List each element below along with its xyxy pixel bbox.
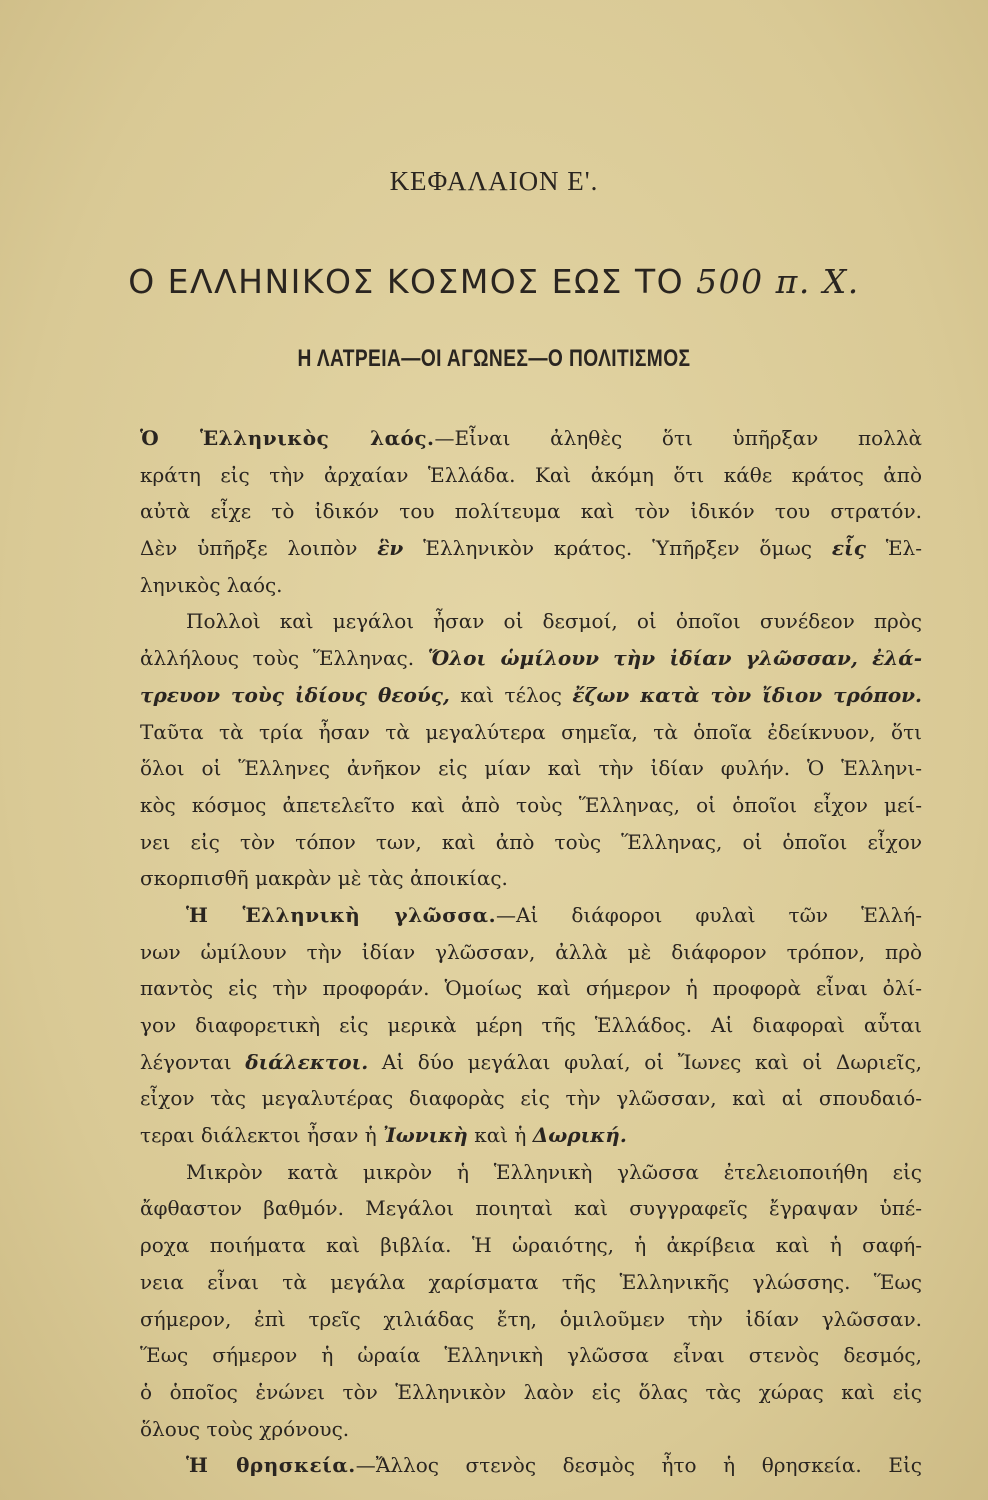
title-main: Ο ΕΛΛΗΝΙΚΟΣ ΚΟΣΜΟΣ ΕΩΣ ΤΟ (128, 262, 685, 301)
text-line: νεια εἶναι τὰ μεγάλα χαρίσματα τῆς Ἑλληνικῆς γλώσσης. Ἕως (140, 1269, 922, 1294)
text-span: Ἑλληνικὸν κράτος. Ὑπῆρξεν ὅμως (423, 536, 812, 561)
text-span: ἀλλήλους τοὺς Ἕλληνας. (140, 646, 415, 671)
body-text (140, 420, 922, 1484)
text-line: ὁ ὁποῖος ἑνώνει τὸν Ἑλληνικὸν λαὸν εἰς ὅλας τὰς χώρας καὶ εἰς (140, 1379, 922, 1404)
emphasis: διάλεκτοι. (245, 1049, 369, 1074)
chapter-title (0, 262, 988, 301)
section-heading: Ὁ Ἑλληνικὸς λαός. (140, 426, 435, 450)
text-line (140, 1044, 922, 1081)
section-heading: Ἡ Ἑλληνικὴ γλῶσσα. (186, 902, 497, 927)
text-span: —Αἱ διάφοροι φυλαὶ τῶν Ἑλλή- (496, 902, 922, 927)
section-heading: Ἡ θρησκεία. (186, 1453, 356, 1478)
text-span: —Εἶναι ἀληθὲς ὅτι ὑπῆρξαν πολλὰ (434, 426, 922, 450)
text-line: κὸς κόσμος ἀπετελεῖτο καὶ ἀπὸ τοὺς Ἕλληνας, οἱ ὁποῖοι εἶχον μεί- (140, 792, 922, 817)
text-line (140, 420, 922, 457)
text-line: Ἕως σήμερον ἡ ὡραία Ἑλληνικὴ γλῶσσα εἶναι στενὸς δεσμός, (140, 1343, 922, 1368)
text-line: γον διαφορετικὴ εἰς μερικὰ μέρη τῆς Ἑλλάδος. Αἱ διαφοραὶ αὗται (140, 1013, 922, 1037)
text-span: λέγονται (140, 1049, 232, 1074)
emphasis: Ὅλοι ὡμίλουν τὴν ἰδίαν γλῶσσαν, ἐλά- (427, 646, 922, 671)
text-line (140, 677, 922, 714)
text-line: νει εἰς τὸν τόπον των, καὶ ἀπὸ τοὺς Ἕλληνας, οἱ ὁποῖοι εἶχον (140, 829, 922, 854)
text-line: ἄφθαστον βαθμόν. Μεγάλοι ποιηταὶ καὶ συγγραφεῖς ἔγραψαν ὑπέ- (140, 1196, 922, 1221)
title-date: 500 π. Χ. (696, 262, 860, 301)
emphasis: Δωρική. (532, 1123, 627, 1148)
emphasis: Ἰωνικὴ (383, 1123, 468, 1148)
text-line: Πολλοὶ καὶ μεγάλοι ἦσαν οἱ δεσμοί, οἱ ὁποῖοι συνέδεον πρὸς (186, 609, 922, 634)
text-line: κράτη εἰς τὴν ἀρχαίαν Ἑλλάδα. Καὶ ἀκόμη ὅτι κάθε κράτος ἀπὸ (140, 462, 922, 487)
text-line: ὅλοι οἱ Ἕλληνες ἀνῆκον εἰς μίαν καὶ τὴν ἰδίαν φυλήν. Ὁ Ἑλληνι- (140, 756, 922, 781)
chapter-subtitle: Η ΛΑΤΡΕΙΑ—ΟΙ ΑΓΩΝΕΣ—Ο ΠΟΛΙΤΙΣΜΟΣ (297, 345, 691, 372)
text-line: παντὸς εἰς τὴν προφοράν. Ὁμοίως καὶ σήμερον ἡ προφορὰ εἶναι ὀλί- (140, 976, 922, 1001)
text-span: τεραι διάλεκτοι ἦσαν ἡ (140, 1123, 377, 1148)
chapter-heading: ΚΕΦΑΛΑΙΟΝ Ε'. (389, 166, 599, 196)
text-line: σήμερον, ἐπὶ τρεῖς χιλιάδας ἔτη, ὁμιλοῦμεν τὴν ἰδίαν γλῶσσαν. (140, 1306, 922, 1331)
text-span: —Ἄλλος στενὸς δεσμὸς ἦτο ἡ θρησκεία. Εἰς (355, 1453, 922, 1478)
text-line (140, 1447, 922, 1484)
emphasis: ἔζων κατὰ τὸν ἴδιον τρόπον. (572, 682, 923, 707)
text-line (140, 1117, 922, 1154)
text-line: εἶχον τὰς μεγαλυτέρας διαφορὰς εἰς τὴν γλῶσσαν, καὶ αἱ σπουδαιό- (140, 1086, 922, 1111)
emphasis: τρευον τοὺς ἰδίους θεούς, (140, 682, 450, 707)
text-span: Δὲν ὑπῆρξε λοιπὸν (140, 536, 358, 561)
text-line (140, 897, 922, 934)
text-line: αὐτὰ εἶχε τὸ ἰδικόν του πολίτευμα καὶ τὸν ἰδικόν του στρατόν. (140, 499, 922, 524)
text-line: Μικρὸν κατὰ μικρὸν ἡ Ἑλληνικὴ γλῶσσα ἐτελειοποιήθη εἰς (186, 1159, 922, 1184)
text-span: Ἑλ- (885, 536, 922, 561)
text-line: ληνικὸς λαός. (140, 572, 283, 597)
emphasis: εἷς (831, 536, 866, 561)
text-line: νων ὡμίλουν τὴν ἰδίαν γλῶσσαν, ἀλλὰ μὲ διάφορον τρόπον, πρὸ (140, 939, 922, 964)
emphasis: ἓν (377, 536, 404, 561)
text-line (140, 530, 922, 567)
text-line (140, 640, 922, 677)
text-line: σκορπισθῆ μακρὰν μὲ τὰς ἀποικίας. (140, 866, 508, 891)
text-span: καὶ τέλος (460, 682, 562, 707)
text-span: Αἱ δύο μεγάλαι φυλαί, οἱ Ἴωνες καὶ οἱ Δωριεῖς, (381, 1049, 923, 1074)
text-line: ροχα ποιήματα καὶ βιβλία. Ἡ ὡραιότης, ἡ ἀκρίβεια καὶ ἡ σαφή- (140, 1233, 922, 1258)
text-span: καὶ ἡ (474, 1123, 527, 1148)
text-line: ὅλους τοὺς χρόνους. (140, 1416, 350, 1441)
text-line: Ταῦτα τὰ τρία ἦσαν τὰ μεγαλύτερα σημεῖα, τὰ ὁποῖα ἐδείκνυον, ὅτι (140, 719, 922, 744)
